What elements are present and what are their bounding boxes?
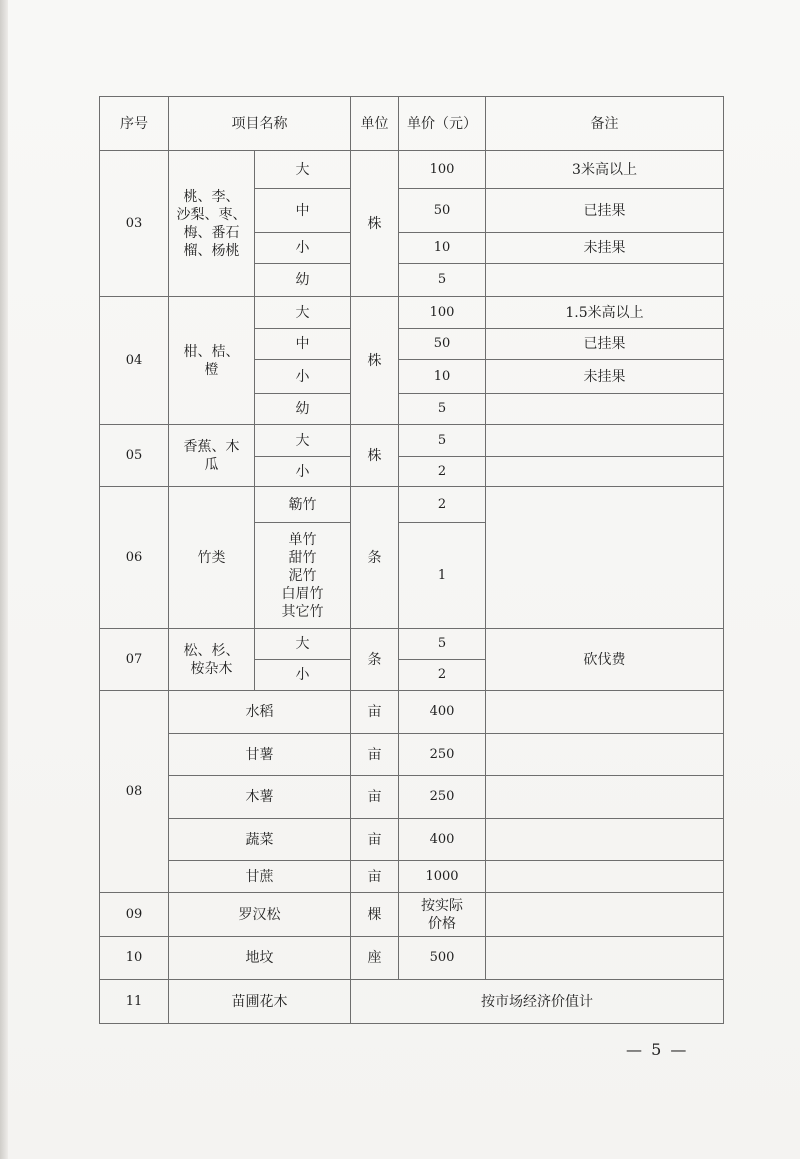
price-cell: 400 [399, 819, 486, 861]
size-cell: 小 [255, 360, 351, 394]
price-cell: 400 [399, 691, 486, 734]
header-item-name: 项目名称 [169, 97, 351, 151]
item-name-11: 苗圃花木 [169, 980, 351, 1024]
price-cell: 1000 [399, 861, 486, 893]
size-cell: 大 [255, 425, 351, 457]
remark-cell [486, 776, 724, 819]
unit-07: 条 [351, 629, 399, 691]
item-name-line: 桉杂木 [190, 660, 233, 677]
size-cell: 小 [255, 233, 351, 264]
table-row [100, 487, 724, 523]
item-name-10: 地坟 [169, 937, 351, 980]
table-row [100, 734, 724, 776]
item-name-05 [169, 425, 255, 487]
remark-cell [486, 734, 724, 776]
seq-09: 09 [100, 893, 169, 937]
price-cell: 5 [399, 394, 486, 425]
price-cell: 10 [399, 360, 486, 394]
item-name-09: 罗汉松 [169, 893, 351, 937]
price-10: 500 [399, 937, 486, 980]
price-09 [399, 893, 486, 937]
item-name-line: 梅、番石 [183, 224, 240, 241]
size-cell: 小 [255, 457, 351, 487]
item-name-line: 香蕉、木 [183, 438, 240, 455]
remark-cell [486, 691, 724, 734]
remark-cell [486, 457, 724, 487]
unit-10: 座 [351, 937, 399, 980]
remark-cell [486, 425, 724, 457]
crop-name-cell: 木薯 [169, 776, 351, 819]
bamboo-type: 甜竹 [288, 549, 317, 566]
header-unit: 单位 [351, 97, 399, 151]
table-header-row [100, 97, 724, 151]
remark-cell: 已挂果 [486, 189, 724, 233]
item-name-line: 松、杉、 [183, 642, 240, 659]
crop-name-cell: 水稻 [169, 691, 351, 734]
price-cell: 5 [399, 629, 486, 660]
unit-cell: 亩 [351, 734, 399, 776]
seq-10: 10 [100, 937, 169, 980]
seq-11: 11 [100, 980, 169, 1024]
bamboo-type: 单竹 [288, 531, 317, 548]
unit-04: 株 [351, 297, 399, 425]
price-cell: 250 [399, 734, 486, 776]
price-cell: 2 [399, 487, 486, 523]
remark-cell: 未挂果 [486, 233, 724, 264]
item-name-line: 柑、桔、 [183, 343, 240, 360]
remark-cell: 3米高以上 [486, 151, 724, 189]
table-row [100, 629, 724, 660]
table-row [100, 297, 724, 329]
remark-cell [486, 394, 724, 425]
price-cell: 2 [399, 660, 486, 691]
table-row [100, 776, 724, 819]
unit-cell: 亩 [351, 861, 399, 893]
table-row [100, 893, 724, 937]
remark-cell [486, 487, 724, 629]
note-11: 按市场经济价值计 [351, 980, 724, 1024]
header-seq: 序号 [100, 97, 169, 151]
header-remark: 备注 [486, 97, 724, 151]
table-row [100, 691, 724, 734]
item-name-04 [169, 297, 255, 425]
remark-cell [486, 819, 724, 861]
remark-07: 砍伐费 [486, 629, 724, 691]
price-cell: 1 [399, 523, 486, 629]
item-name-06: 竹类 [169, 487, 255, 629]
seq-05: 05 [100, 425, 169, 487]
crop-name-cell: 蔬菜 [169, 819, 351, 861]
item-name-line: 橙 [204, 361, 219, 378]
remark-cell [486, 264, 724, 297]
price-cell: 100 [399, 297, 486, 329]
price-cell: 50 [399, 189, 486, 233]
item-name-line: 沙梨、枣、 [176, 206, 247, 223]
seq-07: 07 [100, 629, 169, 691]
bamboo-type: 其它竹 [281, 603, 324, 620]
remark-cell [486, 861, 724, 893]
remark-cell [486, 893, 724, 937]
price-line: 价格 [428, 915, 456, 932]
remark-cell: 已挂果 [486, 329, 724, 360]
price-cell: 10 [399, 233, 486, 264]
unit-09: 棵 [351, 893, 399, 937]
table-row [100, 937, 724, 980]
remark-cell [486, 937, 724, 980]
unit-cell: 亩 [351, 776, 399, 819]
size-cell: 中 [255, 329, 351, 360]
header-unit-price: 单价（元） [399, 97, 486, 151]
crop-name-cell: 甘蔗 [169, 861, 351, 893]
size-cell: 大 [255, 151, 351, 189]
table-row [100, 819, 724, 861]
seq-08: 08 [100, 691, 169, 893]
item-name-07 [169, 629, 255, 691]
size-cell: 幼 [255, 264, 351, 297]
bamboo-types-cell [255, 523, 351, 629]
bamboo-type: 白眉竹 [281, 585, 324, 602]
table-row [100, 980, 724, 1024]
remark-cell: 未挂果 [486, 360, 724, 394]
table-row [100, 861, 724, 893]
size-cell: 大 [255, 629, 351, 660]
unit-03: 株 [351, 151, 399, 297]
price-line: 按实际 [421, 897, 463, 914]
unit-06: 条 [351, 487, 399, 629]
page-number: — 5 — [626, 1040, 689, 1059]
price-cell: 5 [399, 264, 486, 297]
unit-05: 株 [351, 425, 399, 487]
bamboo-type: 泥竹 [288, 567, 317, 584]
bamboo-type-cell: 簕竹 [255, 487, 351, 523]
price-cell: 100 [399, 151, 486, 189]
unit-cell: 亩 [351, 691, 399, 734]
price-cell: 5 [399, 425, 486, 457]
item-name-line: 桃、李、 [183, 188, 240, 205]
item-name-line: 瓜 [204, 456, 219, 473]
item-name-line: 榴、杨桃 [183, 242, 240, 259]
size-cell: 小 [255, 660, 351, 691]
price-cell: 2 [399, 457, 486, 487]
unit-cell: 亩 [351, 819, 399, 861]
compensation-fee-table [99, 96, 724, 1024]
price-cell: 250 [399, 776, 486, 819]
seq-06: 06 [100, 487, 169, 629]
size-cell: 幼 [255, 394, 351, 425]
seq-03: 03 [100, 151, 169, 297]
crop-name-cell: 甘薯 [169, 734, 351, 776]
size-cell: 中 [255, 189, 351, 233]
size-cell: 大 [255, 297, 351, 329]
binding-edge [0, 0, 8, 1159]
remark-cell: 1.5米高以上 [486, 297, 724, 329]
table-row [100, 151, 724, 189]
seq-04: 04 [100, 297, 169, 425]
price-cell: 50 [399, 329, 486, 360]
table-row [100, 425, 724, 457]
item-name-03 [169, 151, 255, 297]
